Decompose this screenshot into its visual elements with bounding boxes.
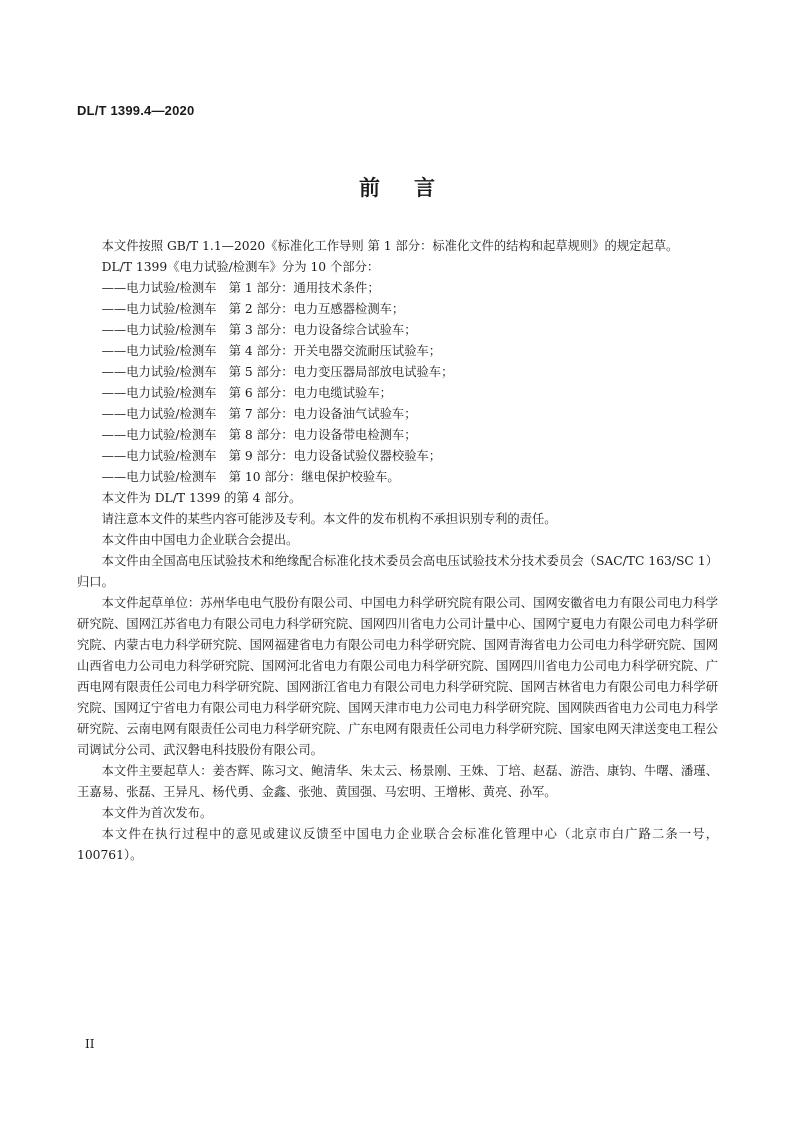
list-item: ——电力试验/检测车 第 2 部分：电力互感器检测车； [101,302,405,316]
paragraph-drafting-rules: 本文件按照 GB/T 1.1—2020《标准化工作导则 第 1 部分：标准化文件的结构和起草规则》的规定起草。 [101,239,679,253]
list-item: ——电力试验/检测车 第 8 部分：电力设备带电检测车； [101,428,417,442]
list-item: ——电力试验/检测车 第 1 部分：通用技术条件； [101,281,380,295]
paragraph-proposer: 本文件由中国电力企业联合会提出。 [101,533,299,547]
document-code: DL/T 1399.4—2020 [77,103,195,118]
list-item: ——电力试验/检测车 第 5 部分：电力变压器局部放电试验车； [101,365,454,379]
paragraph-drafters: 本文件主要起草人：姜杏辉、陈习文、鲍清华、朱太云、杨景刚、王姝、丁培、赵磊、游浩、康钧、牛曙、潘瑾、王嘉易、张磊、王异凡、杨代勇、金鑫、张弛、黄国强、马宏明、王增彬、黄亮、孙军。 [77,764,718,799]
list-item: ——电力试验/检测车 第 9 部分：电力设备试验仪器校验车； [101,449,442,463]
paragraph-technical-committee: 本文件由全国高电压试验技术和绝缘配合标准化技术委员会高电压试验技术分技术委员会（SAC/TC 163/SC 1）归口。 [77,554,718,589]
paragraph-drafting-organizations: 本文件起草单位：苏州华电电气股份有限公司、中国电力科学研究院有限公司、国网安徽省电力有限公司电力科学研究院、国网江苏省电力有限公司电力科学研究院、国网四川省电力公司计量中心、国网宁夏电力有限公司电力科学研究院、内蒙古电力科学研究院、国网福建省电力有限公司电力科学研究院、国网青海省电力公司电力科学研究院、国网山西省电力公司电力科学研究院、国网河北省电力有限公司电力科学研究院、国网四川省电力公司电力科学研究院、广西电网有限责任公司电力科学研究院、国网浙江省电力有限公司电力科学研究院、国网吉林省电力有限公司电力科学研究院、国网辽宁省电力有限公司电力科学研究院、国网天津市电力公司电力科学研究院、国网陕西省电力公司电力科学研究院、云南电网有限责任公司电力科学研究院、广东电网有限责任公司电力科学研究院、国家电网天津送变电工程公司调试分公司、武汉磐电科技股份有限公司。 [77,596,718,757]
list-item: ——电力试验/检测车 第 10 部分：继电保护校验车。 [101,470,400,484]
paragraph-patent-notice: 请注意本文件的某些内容可能涉及专利。本文件的发布机构不承担识别专利的责任。 [101,512,557,526]
paragraph-part-number: 本文件为 DL/T 1399 的第 4 部分。 [101,491,302,505]
foreword-body [77,236,718,866]
parts-list [77,278,718,488]
list-item: ——电力试验/检测车 第 4 部分：开关电器交流耐压试验车； [101,344,442,358]
page-title: 前言 [359,176,469,200]
page-number: II [85,1037,95,1051]
paragraph-first-issue: 本文件为首次发布。 [101,806,213,820]
paragraph-feedback: 本文件在执行过程中的意见或建议反馈至中国电力企业联合会标准化管理中心（北京市白广路二条一号，100761）。 [77,827,718,862]
list-item: ——电力试验/检测车 第 6 部分：电力电缆试验车； [101,386,392,400]
list-item: ——电力试验/检测车 第 3 部分：电力设备综合试验车； [101,323,417,337]
paragraph-series-intro: DL/T 1399《电力试验/检测车》分为 10 个部分： [101,260,380,274]
list-item: ——电力试验/检测车 第 7 部分：电力设备油气试验车； [101,407,417,421]
